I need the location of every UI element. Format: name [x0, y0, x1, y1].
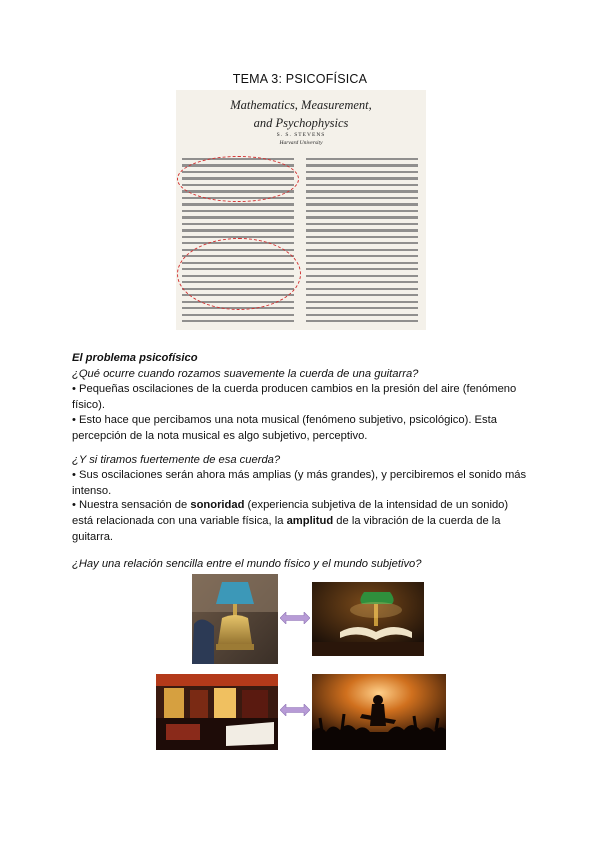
annotation-circle-bottom: [177, 238, 301, 310]
article-author: S. S. STEVENS: [276, 132, 326, 138]
bullet-2: • Esto hace que percibamos una nota musical (fenómeno subjetivo, psicológico). Esta percepción de la nota musical es algo subjetivo, perceptivo.: [72, 414, 497, 443]
term-sonoridad: sonoridad: [190, 499, 245, 511]
lamp-photo: [192, 574, 278, 664]
concert-photo: [312, 674, 446, 750]
article-title-line2: and Psychophysics: [253, 116, 349, 130]
question-2: ¿Y si tiramos fuertemente de esa cuerda?: [72, 454, 281, 466]
bullet-1: • Pequeñas oscilaciones de la cuerda producen cambios en la presión del aire (fenómeno físico).: [72, 383, 517, 412]
question-3: ¿Hay una relación sencilla entre el mundo físico y el mundo subjetivo?: [72, 558, 422, 570]
loud-room-photo: [156, 674, 278, 750]
annotation-circle-top: [177, 156, 299, 202]
double-arrow-icon-bottom: [280, 704, 310, 716]
term-amplitud: amplitud: [286, 515, 334, 528]
bullet-4-pre: • Nuestra sensación de: [72, 499, 191, 511]
bullet-4: [72, 497, 532, 546]
bullet-3: • Sus oscilaciones serán ahora más amplias (y más grandes), y percibiremos el sonido más intenso.: [72, 469, 527, 498]
reading-lamp-photo: [312, 582, 424, 656]
question-1: ¿Qué ocurre cuando rozamos suavemente la cuerda de una guitarra?: [72, 368, 419, 380]
page-title: TEMA 3: PSICOFÍSICA: [232, 72, 368, 86]
section-heading: El problema psicofísico: [72, 352, 198, 364]
article-institution: Harvard University: [279, 140, 323, 146]
bullet-4-post: de la vibración de la cuerda de la guitarra.: [72, 515, 501, 544]
article-right-column: [306, 158, 418, 327]
article-title-line1: Mathematics, Measurement,: [230, 98, 372, 112]
double-arrow-icon-top: [280, 612, 310, 624]
article-scan-figure: [176, 90, 426, 330]
bullet-4-mid: (experiencia subjetiva de la intensidad de un sonido) está relacionada con una variable física, la: [72, 499, 509, 528]
